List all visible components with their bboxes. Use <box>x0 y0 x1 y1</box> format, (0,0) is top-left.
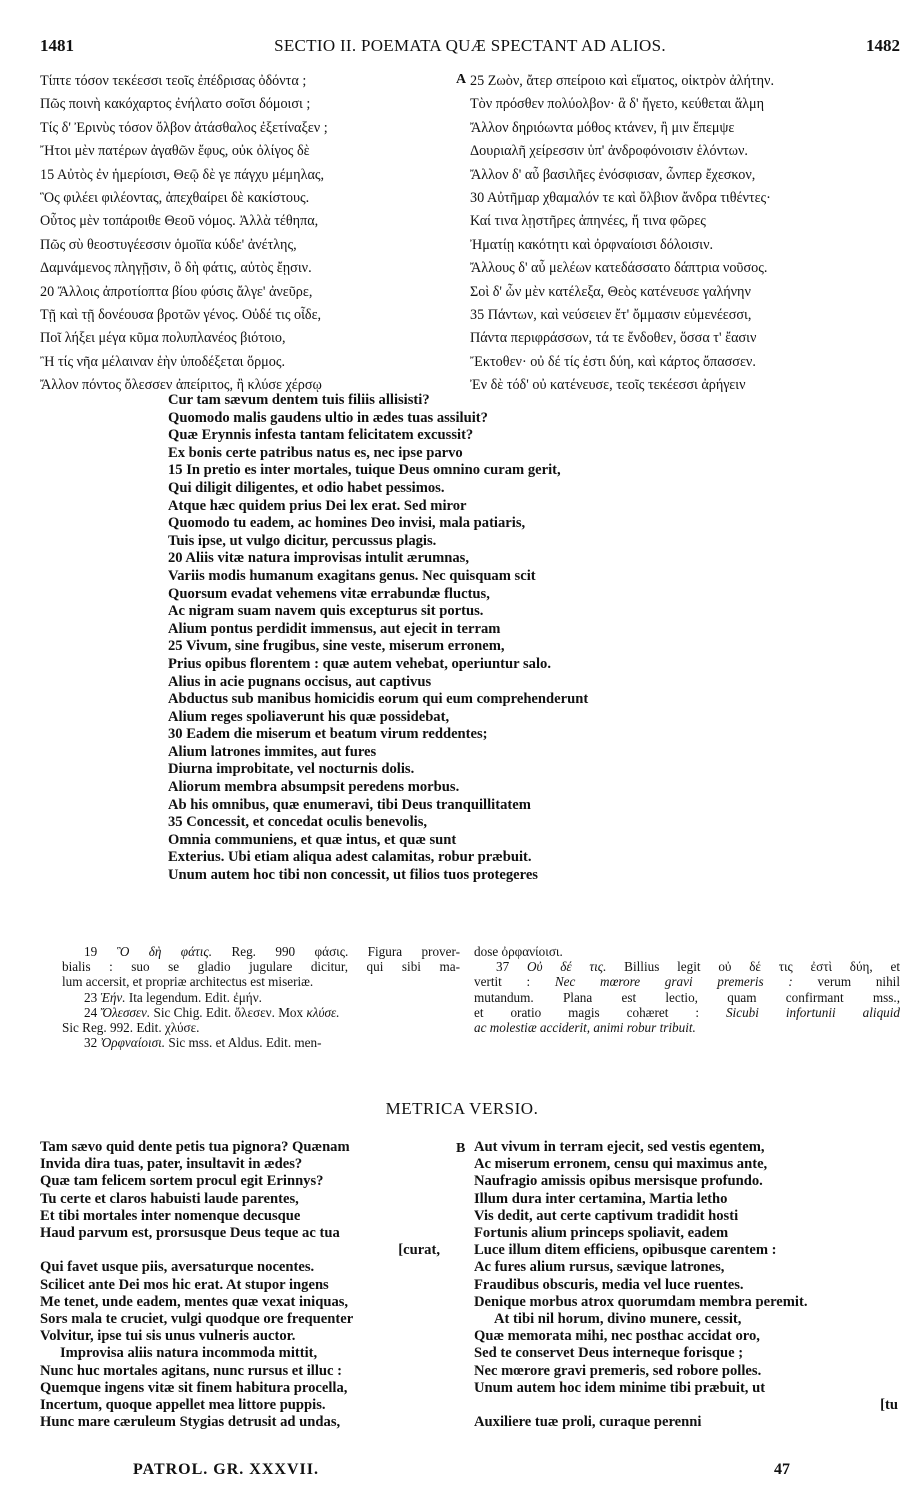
metrica-verse-line: Denique morbus atrox quorumdam membra peremit. <box>474 1293 808 1310</box>
footnote-line: dose ὀρφανίοισι. <box>474 944 563 959</box>
metrica-verse-line: Luce illum ditem efficiens, opibusque carentem : <box>474 1242 777 1259</box>
greek-verse-line: Ἄλλον δηριόωντα μόθος κτάνεν, ἢ μιν ἔπεμψε <box>470 119 735 136</box>
latin-verse-line: Aliorum membra absumpsit peredens morbus. <box>168 779 460 796</box>
latin-verse-line: Ex bonis certe patribus natus es, nec ipse parvo <box>168 444 463 461</box>
metrica-verse-line: Quæ memorata mihi, nec posthac accidat oro, <box>474 1328 760 1345</box>
footnote-line: ac molestiæ acciderit, animi robur tribuit. <box>474 1020 696 1036</box>
metrica-verse-line: Haud parvum est, prorsusque Deus teque ac tua <box>40 1225 340 1242</box>
footnote-line: 23 Ἑήν. Ita legendum. Edit. ἐμήν. <box>84 989 262 1005</box>
greek-verse-line: 25 Ζωὸν, ἄτερ σπείροιο καὶ εἵματος, οἰκτρὸν ἀλήτην. <box>470 73 775 89</box>
footnote-line: bialis : suo se gladio jugulare dicitur, qui sibi ma- <box>62 959 460 975</box>
metrica-verse-line: Vis dedit, aut certe captivum tradidit hosti <box>474 1207 739 1224</box>
latin-verse-line: Unum autem hoc tibi non concessit, ut filios tuos protegeres <box>168 867 538 884</box>
metrica-verse-line: [curat, <box>398 1242 440 1259</box>
greek-verse-line: Ἠματίῃ κακότητι καὶ ὀρφναίοισι δόλοισιν. <box>470 236 714 253</box>
latin-verse-line: Qui diligit diligentes, et odio habet pessimos. <box>168 479 445 496</box>
metrica-verse-line: Sors mala te cruciet, vulgi quodque ore frequenter <box>40 1311 354 1328</box>
latin-verse-line: Ac nigram suam navem quis excepturus sit portus. <box>168 603 484 620</box>
latin-verse-line: Alium reges spoliaverunt his quæ possidebat, <box>168 708 450 725</box>
metrica-verse-line: Tam sævo quid dente petis tua pignora? Quænam <box>40 1139 350 1155</box>
greek-verse-line: Τίς δ' Ἐρινὺς τόσον ὄλβον ἀτάσθαλος ἐξετίναξεν ; <box>40 119 328 136</box>
latin-verse-line: Alius in acie pugnans occisus, aut captivus <box>168 673 432 690</box>
metrica-verse-line: Improvisa aliis natura incommoda mittit, <box>60 1345 318 1362</box>
greek-verse-line: Ἄλλους δ' αὖ μελέων κατεδάσσατο δάπτρια νοῦσος. <box>470 260 768 277</box>
latin-verse-line: Alium pontus perdidit immensus, aut ejecit in terram <box>168 620 501 637</box>
metrica-verse-line: Quemque ingens vitæ sit finem habitura procella, <box>40 1379 348 1396</box>
metrica-verse-line: Nec mœrore gravi premeris, sed robore polles. <box>474 1362 762 1379</box>
footnote-line: Sic Reg. 992. Edit. χλύσε. <box>62 1020 200 1036</box>
section-title: SECTIO II. POEMATA QUÆ SPECTANT AD ALIOS. <box>274 36 666 55</box>
footnote-line: et oratio magis cohæret : Sicubi infortunii aliquid <box>474 1004 900 1020</box>
footer-volume: PATROL. GR. XXXVII. <box>133 1461 319 1478</box>
metrica-verse-line: Unum autem hoc idem minime tibi præbuit, ut <box>474 1379 766 1396</box>
metrica-verse-line: Invida dira tuas, pater, insultavit in ædes? <box>40 1156 303 1173</box>
greek-verse-line: 15 Αὐτὸς ἐν ἡμερίοισι, Θεῷ δὲ γε πάγχυ μέμηλας, <box>40 166 325 183</box>
metrica-verse-line: Aut vivum in terram ejecit, sed vestis egentem, <box>474 1139 765 1155</box>
metrica-verse-line: Incertum, quoque appellet mea littore puppis. <box>40 1397 326 1414</box>
latin-verse-line: Atque hæc quidem prius Dei lex erat. Sed miror <box>168 497 467 514</box>
metrica-verse-line: Ac miserum erronem, censu qui maximus ante, <box>474 1156 768 1173</box>
metrica-verse-line: [tu <box>880 1397 898 1414</box>
metrica-verse-line: Naufragio amissis opibus mersisque profundo. <box>474 1173 763 1190</box>
greek-verse-line: 35 Πάντων, καὶ νεύσειεν ἔτ' ὄμμασιν εὐμενέεσσι, <box>470 307 752 324</box>
metrica-verse-line: Quæ tam felicem sortem procul egit Erinnys? <box>40 1173 324 1190</box>
metrica-versio-title: METRICA VERSIO. <box>385 1099 539 1118</box>
greek-verse-line: Σοὶ δ' ὧν μὲν κατέλεξα, Θεὸς κατένευσε γαλήνην <box>470 283 751 300</box>
footnote-line: 24 Ὄλεσσεν. Sic Chig. Edit. ὄλεσεν. Mox κλύσε. <box>84 1004 340 1020</box>
latin-verse-line: 25 Vivum, sine frugibus, sine veste, miserum erronem, <box>168 638 505 655</box>
footer-signature: 47 <box>774 1461 790 1478</box>
greek-verse-line: Ἄλλον πόντος ὄλεσσεν ἀπείριτος, ἢ κλύσε χέρσῳ <box>40 377 322 394</box>
greek-verse-line: Ἢ τίς νῆα μέλαιναν ἑὴν ὑποδέξεται ὅρμος. <box>40 353 286 370</box>
page-footer <box>0 1461 924 1483</box>
latin-verse-line: Prius opibus florentem : quæ autem vehebat, operiuntur salo. <box>168 655 551 672</box>
greek-verse-line: Πάντα περιφράσσων, τά τε ἔνδοθεν, ὅσσα τ' ἔασιν <box>470 330 757 347</box>
column-marker-b: B <box>456 1141 466 1156</box>
greek-verse-line: Ἔκτοθεν· οὐ δέ τίς ἐστι δύη, καὶ κάρτος ὄπασσεν. <box>470 353 756 370</box>
footnote-line: 32 Ὀρφναίοισι. Sic mss. et Aldus. Edit. men- <box>84 1035 322 1051</box>
latin-verse-line: 30 Eadem die miserum et beatum virum reddentes; <box>168 726 488 743</box>
greek-text-left-column <box>40 70 450 398</box>
page-number-left: 1481 <box>40 36 74 55</box>
greek-verse-line: Ἤτοι μὲν πατέρων ἀγαθῶν ἔφυς, οὐκ ὀλίγος δὲ <box>40 143 310 160</box>
latin-verse-line: Quorsum evadat vehemens vitæ errabundæ fluctus, <box>168 585 490 602</box>
greek-verse-line: Ἄλλον δ' αὖ βασιλῆες ἐνόσφισαν, ὧνπερ ἔχεσκον, <box>470 166 756 183</box>
latin-translation <box>168 392 888 885</box>
latin-verse-line: Alium latrones immites, aut fures <box>168 743 377 760</box>
metrica-verse-line: Tu certe et claros habuisti laude parentes, <box>40 1190 299 1207</box>
latin-verse-line: Omnia communiens, et quæ intus, et quæ sunt <box>168 831 457 848</box>
greek-text-right-column <box>470 70 910 398</box>
latin-verse-line: Variis modis humanum exagitans genus. Nec quisquam scit <box>168 567 536 584</box>
latin-verse-line: 20 Aliis vitæ natura improvisas intulit ærumnas, <box>168 550 469 567</box>
footnote-line: vertit : Nec mœrore gravi premeris : verum nihil <box>474 974 900 990</box>
latin-verse-line: Quomodo tu eadem, ac homines Deo invisi, mala patiaris, <box>168 515 526 532</box>
greek-verse-line: Τὸν πρόσθεν πολύολβον· ἃ δ' ἤγετο, κεύθεται ἅλμη <box>470 96 765 113</box>
footnotes-right-column <box>474 944 900 1035</box>
latin-verse-line: Tuis ipse, ut vulgo dicitur, percussus plagis. <box>168 532 437 549</box>
greek-verse-line: Τίπτε τόσον τεκέεσσι τεοῖς ἐπέδρισας ὀδόντα ; <box>40 73 307 89</box>
footnote-line: 37 Οὐ δέ τις. Billius legit οὐ δέ τις ἐστὶ δύη, et <box>496 959 900 975</box>
metrica-verse-line: Hunc mare cæruleum Stygias detrusit ad undas, <box>40 1414 341 1431</box>
metrica-verse-line: Ac fures alium rursus, sævique latrones, <box>474 1259 725 1276</box>
metrica-verse-line: At tibi nil horum, divino munere, cessit, <box>494 1311 742 1328</box>
greek-verse-line: Πῶς σὺ θεοστυγέεσσιν ὁμοῖϊα κύδε' ἀνέτλης, <box>40 236 297 253</box>
metrica-verse-line: Fraudibus obscuris, media vel luce ruentes. <box>474 1276 744 1293</box>
metrica-versio-right-column <box>474 1139 910 1431</box>
greek-verse-line: 20 Ἄλλοις ἀπροτίοπτα βίου φύσις ἄλγε' ἀνεῦρε, <box>40 283 313 300</box>
greek-verse-line: Καί τινα λῃστῆρες ἀπηνέες, ἤ τινα φῶρες <box>470 213 706 230</box>
metrica-verse-line: Sed te conservet Deus interneque forisque ; <box>474 1345 744 1362</box>
metrica-verse-line: Fortunis alium princeps spoliavit, eadem <box>474 1225 729 1242</box>
latin-verse-line: Cur tam sævum dentem tuis filiis allisisti? <box>168 392 430 408</box>
footnote-line: lum accersit, et propriæ architectus est miseriæ. <box>62 974 314 990</box>
metrica-versio-left-column <box>40 1139 452 1431</box>
running-header <box>40 36 900 58</box>
greek-verse-line: Ὃς φιλέει φιλέοντας, ἀπεχθαίρει δὲ κακίστους. <box>40 190 310 207</box>
latin-verse-line: Abductus sub manibus homicidis eorum qui eum comprehenderunt <box>168 691 589 708</box>
latin-verse-line: Quæ Erynnis infesta tantam felicitatem excussit? <box>168 427 474 444</box>
greek-verse-line: Δουριαλῆ χείρεσσιν ὑπ' ἀνδροφόνοισιν ἑλόντων. <box>470 143 748 160</box>
metrica-verse-line: Volvitur, ipse tui sis unus vulneris auctor. <box>40 1328 296 1345</box>
greek-verse-line: Πῶς ποινὴ κακόχαρτος ἐνήλατο σοῖσι δόμοισι ; <box>40 96 311 113</box>
footnote-line: 19 Ὃ δὴ φάτις. Reg. 990 φάσις. Figura prover- <box>84 944 460 959</box>
latin-verse-line: Diurna improbitate, vel nocturnis dolis. <box>168 761 415 778</box>
metrica-verse-line: Me tenet, unde eadem, mentes quæ vexat iniquas, <box>40 1293 349 1310</box>
page-number-right: 1482 <box>866 36 900 55</box>
footnotes-left-column <box>62 944 460 1050</box>
metrica-verse-line: Nunc huc mortales agitans, nunc rursus et illuc : <box>40 1362 343 1379</box>
metrica-verse-line: Qui favet usque piis, aversaturque nocentes. <box>40 1259 315 1276</box>
greek-verse-line: Ποῖ λήξει μέγα κῦμα πολυπλανέος βιότοιο, <box>40 330 286 347</box>
metrica-verse-line: Auxiliere tuæ proli, curaque perenni <box>474 1414 702 1431</box>
footnote-line: mutandum. Plana est lectio, quam confirmant mss., <box>474 989 900 1005</box>
latin-verse-line: Exterius. Ubi etiam aliqua adest calamitas, robur præbuit. <box>168 849 532 866</box>
latin-verse-line: 35 Concessit, et concedat oculis benevolis, <box>168 814 428 831</box>
greek-verse-line: Οὗτος μὲν τοπάροιθε Θεοῦ νόμος. Ἀλλὰ τέθηπα, <box>40 213 319 230</box>
latin-verse-line: Quomodo malis gaudens ultio in ædes tuas assiluit? <box>168 409 488 426</box>
latin-verse-line: 15 In pretio es inter mortales, tuique Deus omnino curam gerit, <box>168 462 561 479</box>
metrica-verse-line: Et tibi mortales inter nomenque decusque <box>40 1207 301 1224</box>
greek-verse-line: 30 Αὐτῆμαρ χθαμαλόν τε καὶ ὄλβιον ἄνδρα τιθέντες· <box>470 190 771 207</box>
metrica-verse-line: Scilicet ante Dei mos hic erat. At stupor ingens <box>40 1276 329 1293</box>
column-marker-a: A <box>456 72 467 87</box>
greek-verse-line: Ἐν δὲ τόδ' οὐ κατένευσε, τεοῖς τεκέεσσι ἀρήγειν <box>470 377 746 394</box>
greek-verse-line: Τῇ καὶ τῇ δονέουσα βροτῶν γένος. Οὐδέ τις οἶδε, <box>40 307 322 324</box>
metrica-verse-line: Illum dura inter certamina, Martia letho <box>474 1190 728 1207</box>
greek-verse-line: Δαμνάμενος πληγῇσιν, ὃ δὴ φάτις, αὐτὸς ἔῃσιν. <box>40 260 312 277</box>
latin-verse-line: Ab his omnibus, quæ enumeravi, tibi Deus tranquillitatem <box>168 796 531 813</box>
